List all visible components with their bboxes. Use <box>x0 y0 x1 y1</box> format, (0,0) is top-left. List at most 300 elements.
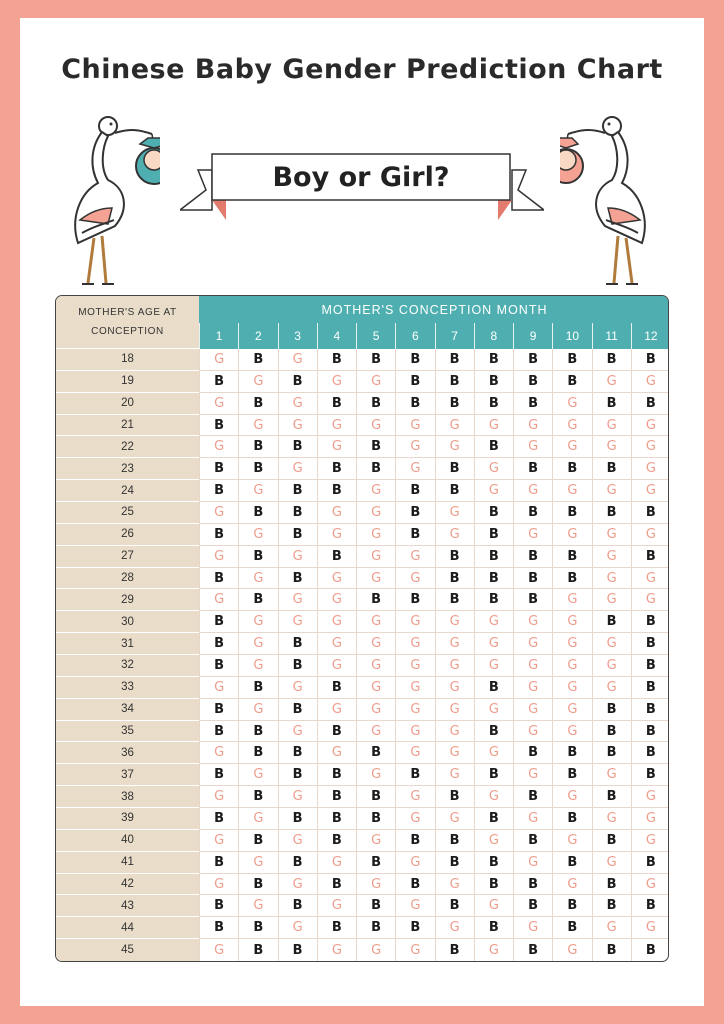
gender-cell: B <box>199 655 238 676</box>
age-cell: 39 <box>56 808 199 830</box>
gender-cell: B <box>631 939 669 961</box>
gender-cell: B <box>238 546 277 567</box>
gender-cell: B <box>631 721 669 742</box>
gender-cell: G <box>395 415 434 436</box>
gender-cell: G <box>552 436 591 457</box>
gender-cell: G <box>356 677 395 698</box>
gender-cell: G <box>435 917 474 938</box>
gender-cell: G <box>199 546 238 567</box>
gender-cell: B <box>552 349 591 370</box>
age-cell: 36 <box>56 742 199 764</box>
gender-cell: B <box>474 436 513 457</box>
age-cell: 35 <box>56 721 199 743</box>
gender-cell: B <box>474 808 513 829</box>
age-cell: 23 <box>56 458 199 480</box>
table-row <box>56 349 669 371</box>
gender-cell: B <box>238 742 277 763</box>
age-cell: 41 <box>56 852 199 874</box>
gender-cell: B <box>278 436 317 457</box>
table-row <box>56 786 669 808</box>
gender-cell: G <box>395 852 434 873</box>
gender-cell: B <box>199 458 238 479</box>
gender-cell: B <box>592 721 631 742</box>
gender-cell: B <box>199 699 238 720</box>
gender-cell: B <box>356 589 395 610</box>
gender-cell: G <box>199 677 238 698</box>
gender-cell: G <box>474 830 513 851</box>
gender-cell: B <box>631 895 669 916</box>
gender-cell: B <box>356 436 395 457</box>
gender-cell: B <box>513 939 552 961</box>
month-header-cell: 6 <box>395 323 434 349</box>
gender-cell: G <box>513 808 552 829</box>
gender-cell: B <box>238 436 277 457</box>
gender-cell: G <box>474 415 513 436</box>
gender-cell: B <box>513 502 552 523</box>
gender-cell: G <box>317 589 356 610</box>
gender-cell: G <box>435 611 474 632</box>
gender-cell: G <box>513 699 552 720</box>
gender-cell: G <box>395 895 434 916</box>
gender-cell: B <box>356 917 395 938</box>
table-row <box>56 677 669 699</box>
gender-cell: B <box>395 764 434 785</box>
gender-cell: B <box>631 633 669 654</box>
gender-cell: B <box>435 830 474 851</box>
gender-cell: G <box>317 502 356 523</box>
gender-cell: G <box>552 415 591 436</box>
stork-with-boy-baby-icon <box>60 108 160 288</box>
gender-cell: B <box>631 502 669 523</box>
gender-cell: G <box>356 415 395 436</box>
age-column-header: MOTHER'S AGE AT CONCEPTION <box>56 296 199 349</box>
gender-cell: B <box>474 852 513 873</box>
gender-cell: G <box>435 524 474 545</box>
gender-cell: G <box>317 371 356 392</box>
gender-cell: G <box>199 939 238 961</box>
age-cell: 38 <box>56 786 199 808</box>
gender-cell: G <box>356 611 395 632</box>
gender-cell: B <box>317 830 356 851</box>
gender-cell: B <box>474 721 513 742</box>
gender-cell: G <box>278 458 317 479</box>
gender-cell: B <box>199 852 238 873</box>
gender-cell: G <box>631 371 669 392</box>
table-row <box>56 742 669 764</box>
gender-cell: G <box>435 633 474 654</box>
gender-cell: B <box>395 349 434 370</box>
gender-cell: B <box>199 895 238 916</box>
gender-cell: B <box>199 721 238 742</box>
month-header-cell: 11 <box>592 323 631 349</box>
gender-cell: G <box>592 655 631 676</box>
gender-cell: B <box>395 874 434 895</box>
gender-cell: G <box>395 699 434 720</box>
gender-cell: G <box>317 852 356 873</box>
gender-cell: G <box>552 786 591 807</box>
gender-cell: B <box>435 568 474 589</box>
gender-cell: G <box>278 786 317 807</box>
gender-cell: G <box>199 830 238 851</box>
gender-cell: G <box>631 436 669 457</box>
gender-cell: B <box>395 917 434 938</box>
gender-cell: G <box>356 939 395 961</box>
age-cell: 26 <box>56 524 199 546</box>
gender-cell: B <box>199 415 238 436</box>
gender-cell: G <box>631 874 669 895</box>
gender-cell: G <box>356 655 395 676</box>
table-row <box>56 895 669 917</box>
gender-cell: G <box>356 568 395 589</box>
gender-cell: G <box>356 371 395 392</box>
gender-cell: B <box>592 393 631 414</box>
table-row <box>56 502 669 524</box>
gender-cell: B <box>631 349 669 370</box>
gender-cell: G <box>552 721 591 742</box>
month-header-cell: 5 <box>356 323 395 349</box>
table-row <box>56 852 669 874</box>
gender-cell: G <box>356 874 395 895</box>
gender-cell: B <box>631 742 669 763</box>
gender-cell: G <box>238 480 277 501</box>
gender-cell: B <box>513 786 552 807</box>
gender-cell: B <box>317 349 356 370</box>
gender-cell: B <box>552 917 591 938</box>
gender-cell: G <box>592 546 631 567</box>
table-body <box>56 349 669 961</box>
gender-cell: G <box>238 633 277 654</box>
gender-cell: G <box>317 699 356 720</box>
gender-cell: G <box>474 895 513 916</box>
gender-cell: B <box>592 874 631 895</box>
gender-cell: G <box>552 480 591 501</box>
age-cell: 34 <box>56 699 199 721</box>
gender-cell: G <box>631 808 669 829</box>
age-cell: 29 <box>56 589 199 611</box>
gender-cell: G <box>238 568 277 589</box>
banner-text: Boy or Girl? <box>272 161 450 193</box>
gender-cell: G <box>317 939 356 961</box>
gender-cell: G <box>592 764 631 785</box>
gender-cell: G <box>474 633 513 654</box>
gender-cell: B <box>278 480 317 501</box>
gender-cell: B <box>631 655 669 676</box>
gender-cell: B <box>278 524 317 545</box>
gender-cell: B <box>278 939 317 961</box>
gender-cell: B <box>317 393 356 414</box>
age-cell: 18 <box>56 349 199 371</box>
gender-cell: G <box>592 415 631 436</box>
table-row <box>56 393 669 415</box>
gender-cell: G <box>592 808 631 829</box>
gender-cell: G <box>278 917 317 938</box>
gender-cell: G <box>513 436 552 457</box>
gender-cell: B <box>552 764 591 785</box>
gender-cell: B <box>474 524 513 545</box>
month-header-cell: 1 <box>199 323 238 349</box>
table-row <box>56 830 669 852</box>
table-row <box>56 699 669 721</box>
gender-cell: B <box>552 808 591 829</box>
gender-cell: G <box>513 524 552 545</box>
gender-cell: B <box>631 852 669 873</box>
gender-cell: B <box>199 611 238 632</box>
gender-cell: B <box>552 371 591 392</box>
gender-cell: B <box>317 764 356 785</box>
gender-cell: G <box>552 524 591 545</box>
gender-cell: B <box>356 852 395 873</box>
gender-cell: G <box>395 721 434 742</box>
gender-cell: G <box>552 589 591 610</box>
gender-cell: B <box>317 546 356 567</box>
gender-cell: B <box>199 764 238 785</box>
gender-cell: G <box>513 764 552 785</box>
gender-cell: B <box>435 589 474 610</box>
gender-cell: G <box>592 524 631 545</box>
gender-cell: B <box>278 371 317 392</box>
age-cell: 31 <box>56 633 199 655</box>
age-cell: 32 <box>56 655 199 677</box>
gender-cell: B <box>278 633 317 654</box>
gender-cell: G <box>238 852 277 873</box>
gender-cell: B <box>552 742 591 763</box>
gender-cell: B <box>592 895 631 916</box>
gender-cell: B <box>356 786 395 807</box>
gender-cell: B <box>631 546 669 567</box>
gender-cell: G <box>513 480 552 501</box>
gender-cell: G <box>631 589 669 610</box>
table-row <box>56 371 669 393</box>
gender-cell: B <box>278 852 317 873</box>
gender-cell: G <box>474 655 513 676</box>
table-row <box>56 917 669 939</box>
gender-cell: B <box>317 808 356 829</box>
gender-cell: G <box>395 633 434 654</box>
age-cell: 30 <box>56 611 199 633</box>
gender-cell: B <box>513 568 552 589</box>
gender-cell: B <box>395 589 434 610</box>
gender-cell: B <box>395 524 434 545</box>
gender-cell: B <box>474 874 513 895</box>
gender-cell: B <box>395 480 434 501</box>
gender-cell: G <box>435 415 474 436</box>
gender-cell: B <box>513 874 552 895</box>
gender-cell: B <box>631 393 669 414</box>
gender-cell: G <box>592 371 631 392</box>
gender-cell: G <box>552 830 591 851</box>
gender-cell: G <box>631 917 669 938</box>
gender-cell: G <box>631 415 669 436</box>
gender-cell: G <box>278 721 317 742</box>
gender-cell: G <box>278 415 317 436</box>
gender-cell: B <box>513 546 552 567</box>
gender-cell: B <box>317 917 356 938</box>
page-title: Chinese Baby Gender Prediction Chart <box>61 54 663 85</box>
gender-cell: B <box>199 524 238 545</box>
gender-cell: G <box>592 568 631 589</box>
gender-cell: G <box>435 502 474 523</box>
gender-cell: G <box>474 699 513 720</box>
gender-cell: G <box>356 546 395 567</box>
gender-cell: B <box>435 786 474 807</box>
gender-cell: B <box>278 655 317 676</box>
table-row <box>56 874 669 896</box>
gender-cell: B <box>552 458 591 479</box>
gender-cell: B <box>317 458 356 479</box>
gender-cell: B <box>513 458 552 479</box>
gender-cell: G <box>592 589 631 610</box>
gender-cell: G <box>238 371 277 392</box>
gender-cell: B <box>238 589 277 610</box>
gender-cell: B <box>552 502 591 523</box>
gender-cell: G <box>395 939 434 961</box>
gender-cell: B <box>592 939 631 961</box>
gender-cell: G <box>199 502 238 523</box>
gender-cell: G <box>278 611 317 632</box>
gender-cell: G <box>395 568 434 589</box>
gender-cell: G <box>552 677 591 698</box>
month-header-row <box>199 323 669 349</box>
gender-cell: G <box>474 458 513 479</box>
gender-cell: G <box>395 546 434 567</box>
prediction-table <box>55 295 669 962</box>
gender-cell: B <box>238 786 277 807</box>
month-header-cell: 9 <box>513 323 552 349</box>
age-cell: 28 <box>56 568 199 590</box>
gender-cell: G <box>395 611 434 632</box>
gender-cell: B <box>199 917 238 938</box>
gender-cell: B <box>631 677 669 698</box>
gender-cell: G <box>631 568 669 589</box>
gender-cell: B <box>395 830 434 851</box>
gender-cell: B <box>474 502 513 523</box>
gender-cell: G <box>435 677 474 698</box>
gender-cell: B <box>238 721 277 742</box>
gender-cell: G <box>238 764 277 785</box>
gender-cell: G <box>513 415 552 436</box>
gender-cell: B <box>552 895 591 916</box>
chart-page <box>20 18 704 1006</box>
gender-cell: G <box>278 546 317 567</box>
gender-cell: G <box>552 699 591 720</box>
gender-cell: B <box>513 895 552 916</box>
gender-cell: G <box>513 611 552 632</box>
gender-cell: B <box>317 786 356 807</box>
gender-cell: B <box>278 568 317 589</box>
gender-cell: G <box>592 633 631 654</box>
gender-cell: G <box>356 764 395 785</box>
gender-cell: B <box>592 611 631 632</box>
gender-cell: G <box>199 436 238 457</box>
gender-cell: G <box>631 786 669 807</box>
gender-cell: B <box>356 742 395 763</box>
gender-cell: B <box>592 458 631 479</box>
table-row <box>56 721 669 743</box>
stork-with-girl-baby-icon <box>560 108 660 288</box>
gender-cell: B <box>356 895 395 916</box>
table-row <box>56 939 669 961</box>
gender-cell: B <box>435 349 474 370</box>
gender-cell: G <box>199 742 238 763</box>
table-row <box>56 415 669 437</box>
gender-cell: G <box>513 852 552 873</box>
gender-cell: G <box>592 480 631 501</box>
gender-cell: G <box>513 721 552 742</box>
gender-cell: G <box>199 349 238 370</box>
gender-cell: G <box>395 677 434 698</box>
gender-cell: B <box>592 502 631 523</box>
gender-cell: G <box>474 480 513 501</box>
age-cell: 25 <box>56 502 199 524</box>
gender-cell: B <box>317 721 356 742</box>
gender-cell: G <box>474 939 513 961</box>
gender-cell: B <box>395 502 434 523</box>
gender-cell: G <box>356 524 395 545</box>
age-cell: 21 <box>56 415 199 437</box>
gender-cell: B <box>356 808 395 829</box>
gender-cell: G <box>592 917 631 938</box>
gender-cell: G <box>395 436 434 457</box>
gender-cell: B <box>435 895 474 916</box>
gender-cell: B <box>278 502 317 523</box>
gender-cell: G <box>356 480 395 501</box>
gender-cell: B <box>474 764 513 785</box>
gender-cell: G <box>238 524 277 545</box>
gender-cell: B <box>435 852 474 873</box>
gender-cell: B <box>435 458 474 479</box>
gender-cell: B <box>238 349 277 370</box>
gender-cell: G <box>435 742 474 763</box>
age-cell: 42 <box>56 874 199 896</box>
gender-cell: G <box>356 699 395 720</box>
gender-cell: G <box>631 480 669 501</box>
banner <box>180 148 544 228</box>
table-row <box>56 611 669 633</box>
month-header-cell: 2 <box>238 323 277 349</box>
gender-cell: G <box>435 721 474 742</box>
gender-cell: G <box>395 458 434 479</box>
month-header-cell: 4 <box>317 323 356 349</box>
gender-cell: B <box>199 568 238 589</box>
gender-cell: B <box>474 546 513 567</box>
gender-cell: B <box>395 371 434 392</box>
gender-cell: B <box>592 349 631 370</box>
gender-cell: G <box>395 655 434 676</box>
gender-cell: G <box>317 415 356 436</box>
gender-cell: G <box>435 436 474 457</box>
gender-cell: G <box>356 633 395 654</box>
gender-cell: B <box>474 677 513 698</box>
month-header-cell: 7 <box>435 323 474 349</box>
gender-cell: G <box>317 611 356 632</box>
table-row <box>56 546 669 568</box>
gender-cell: G <box>356 502 395 523</box>
gender-cell: B <box>631 699 669 720</box>
gender-cell: B <box>238 458 277 479</box>
gender-cell: G <box>199 786 238 807</box>
age-cell: 45 <box>56 939 199 962</box>
gender-cell: G <box>199 874 238 895</box>
gender-cell: B <box>513 393 552 414</box>
age-cell: 22 <box>56 436 199 458</box>
table-row <box>56 480 669 502</box>
gender-cell: B <box>356 393 395 414</box>
gender-cell: B <box>592 742 631 763</box>
month-header-cell: 12 <box>631 323 669 349</box>
gender-cell: B <box>513 349 552 370</box>
gender-cell: B <box>435 393 474 414</box>
gender-cell: G <box>317 895 356 916</box>
